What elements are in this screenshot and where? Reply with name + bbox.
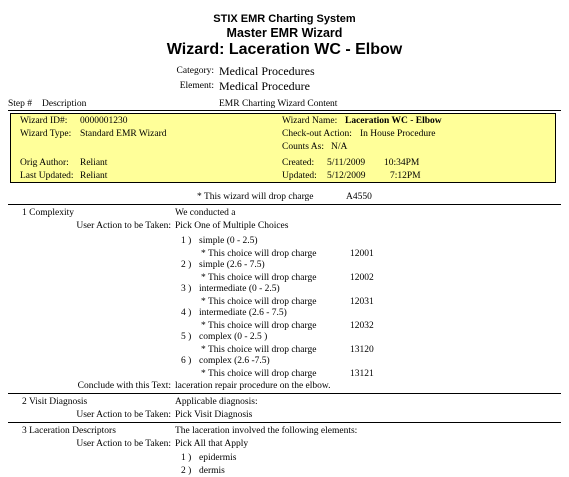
charge-divider — [8, 204, 561, 205]
choice-num: 5 ) — [181, 332, 192, 342]
page-title: Wizard: Laceration WC - Elbow — [166, 41, 403, 58]
step-1-conclude: laceration repair procedure on the elbow. — [175, 381, 331, 391]
system-name: STIX EMR Charting System — [213, 13, 356, 25]
step-1-label: 1 Complexity — [22, 208, 74, 218]
created-date: 5/11/2009 — [327, 158, 366, 168]
choice-charge: * This choice will drop charge — [201, 321, 317, 331]
choice-label: simple (2.6 - 7.5) — [199, 260, 265, 270]
choice-code: 12032 — [350, 321, 374, 331]
step-2-prompt: Applicable diagnosis: — [175, 397, 258, 407]
choice-num: 2 ) — [181, 466, 192, 476]
choice-num: 2 ) — [181, 260, 192, 270]
step-1-prompt: We conducted a — [175, 208, 236, 218]
wizard-type-label: Wizard Type: — [20, 129, 72, 139]
last-updated: Reliant — [80, 171, 108, 181]
wizard-type: Standard EMR Wizard — [80, 129, 167, 139]
checkout-label: Check-out Action: — [282, 129, 352, 139]
choice-code: 12031 — [350, 297, 374, 307]
choice-label: dermis — [199, 466, 225, 476]
choice-charge: * This choice will drop charge — [201, 369, 317, 379]
wizard-charge-text: * This wizard will drop charge — [197, 192, 314, 202]
choice-label: complex (2.6 -7.5) — [199, 356, 270, 366]
choice-num: 1 ) — [181, 453, 192, 463]
choice-charge: * This choice will drop charge — [201, 273, 317, 283]
choice-num: 1 ) — [181, 236, 192, 246]
choice-charge: * This choice will drop charge — [201, 297, 317, 307]
step-1-action-label: User Action to be Taken: — [76, 221, 171, 231]
category-label: Category: — [176, 66, 214, 76]
choice-charge: * This choice will drop charge — [201, 249, 317, 259]
last-updated-label: Last Updated: — [20, 171, 74, 181]
choice-num: 4 ) — [181, 308, 192, 318]
choice-label: complex (0 - 2.5 ) — [199, 332, 268, 342]
column-description: Description — [42, 99, 87, 109]
step-divider — [8, 422, 561, 423]
created-label: Created: — [282, 158, 315, 168]
column-step: Step # — [8, 99, 33, 109]
choice-label: intermediate (2.6 - 7.5) — [199, 308, 287, 318]
step-2-action-label: User Action to be Taken: — [76, 410, 171, 420]
created-time: 10:34PM — [384, 158, 420, 168]
element-label: Element: — [179, 81, 214, 91]
choice-code: 13120 — [350, 345, 374, 355]
choice-label: epidermis — [199, 453, 237, 463]
choice-code: 12001 — [350, 249, 374, 259]
updated-date: 5/12/2009 — [327, 171, 366, 181]
choice-code: 13121 — [350, 369, 374, 379]
step-1-action: Pick One of Multiple Choices — [175, 221, 289, 231]
step-divider — [8, 393, 561, 394]
counts-as: N/A — [331, 142, 348, 152]
step-3-action-label: User Action to be Taken: — [76, 439, 171, 449]
choice-code: 12002 — [350, 273, 374, 283]
choice-label: intermediate (0 - 2.5) — [199, 284, 280, 294]
wizard-subtitle: Master EMR Wizard — [226, 26, 343, 40]
step-2-label: 2 Visit Diagnosis — [22, 397, 88, 407]
wizard-id-label: Wizard ID#: — [20, 116, 68, 126]
column-content: EMR Charting Wizard Content — [219, 99, 338, 109]
choice-num: 3 ) — [181, 284, 192, 294]
wizard-charge-code: A4550 — [346, 192, 372, 202]
counts-as-label: Counts As: — [282, 142, 324, 152]
wizard-name: Laceration WC - Elbow — [345, 116, 442, 126]
wizard-name-label: Wizard Name: — [282, 116, 338, 126]
step-1-conclude-label: Conclude with this Text: — [77, 381, 171, 391]
updated-time: 7:12PM — [390, 171, 421, 181]
choice-num: 6 ) — [181, 356, 192, 366]
orig-author: Reliant — [80, 158, 108, 168]
orig-author-label: Orig Author: — [20, 158, 69, 168]
element-value: Medical Procedure — [219, 79, 310, 93]
choice-label: simple (0 - 2.5) — [199, 236, 258, 246]
step-3-action: Pick All that Apply — [175, 439, 249, 449]
wizard-id: 0000001230 — [80, 116, 128, 126]
choice-charge: * This choice will drop charge — [201, 345, 317, 355]
step-2-action: Pick Visit Diagnosis — [175, 410, 253, 420]
category-value: Medical Procedures — [219, 64, 315, 78]
updated-label: Updated: — [282, 171, 317, 181]
step-3-label: 3 Laceration Descriptors — [22, 426, 116, 436]
header-divider — [8, 110, 561, 111]
step-3-prompt: The laceration involved the following elements: — [175, 426, 358, 436]
checkout-action: In House Procedure — [360, 129, 436, 139]
